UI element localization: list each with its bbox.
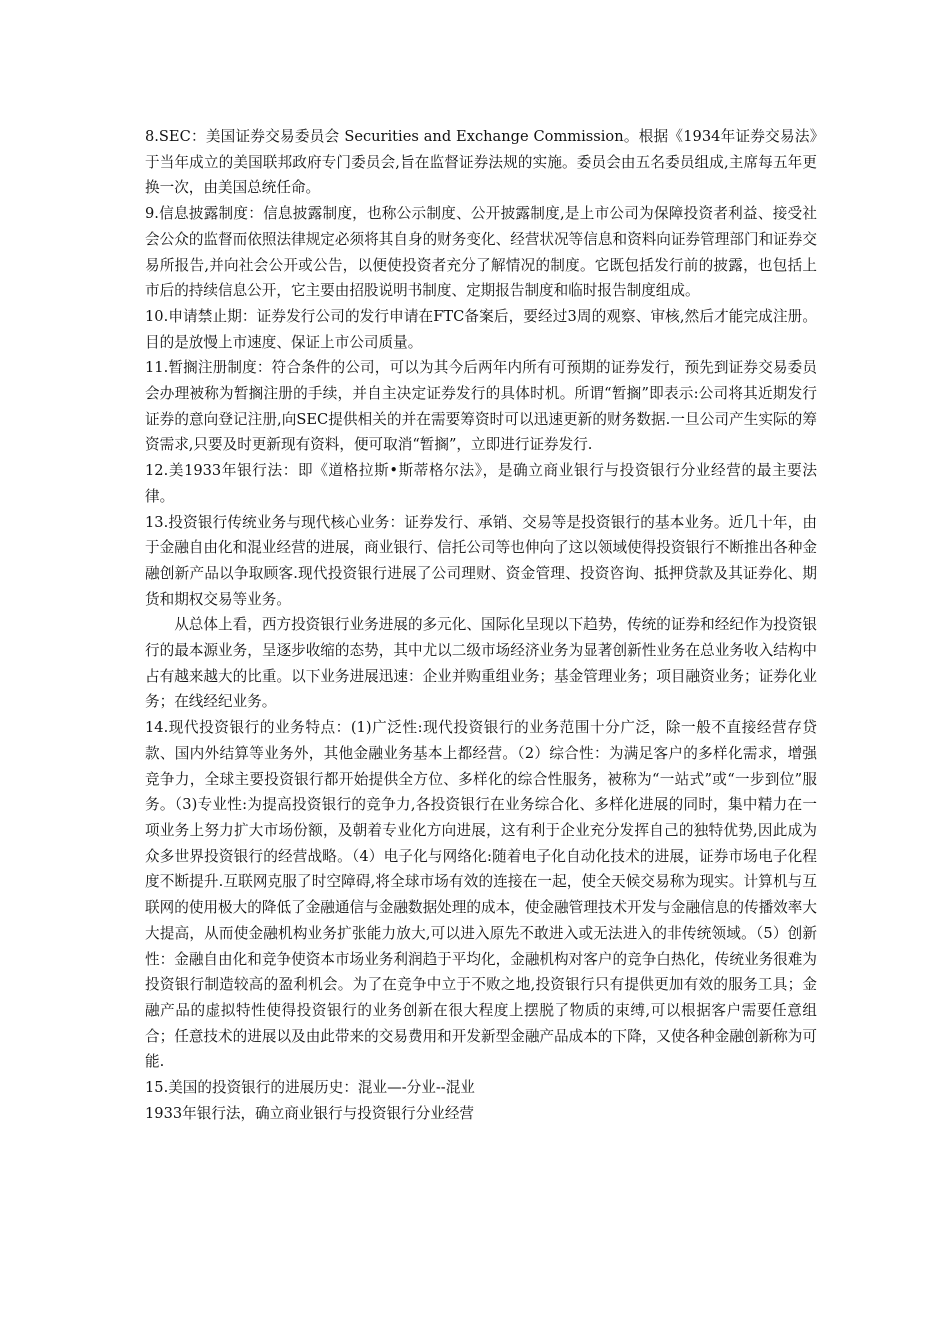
paragraph-history: 15.美国的投资银行的进展历史：混业—-分业--混业 [145,1079,475,1097]
paragraph-shelf-registration: 11.暂搁注册制度：符合条件的公司，可以为其今后两年内所有可预期的证券发行，预先到证券交易委员会办理被称为暂搁注册的手续，并自主决定证券发行的具体时机。所谓“暂搁”即表示:公司将其近期发行证券的意向登记注册,向SEC提供相关的并在需要筹资时可以迅速更新的财务数据.一旦公司产生实际的筹资需求,只要及时更新现有资料，便可取消“暂搁”，立即进行证券发行. [145,359,817,454]
paragraph-features: 14.现代投资银行的业务特点：(1)广泛性:现代投资银行的业务范围十分广泛，除一般不直接经营存贷款、国内外结算等业务外，其他金融业务基本上都经营。（2）综合性：为满足客户的多样化需求，增强竞争力，全球主要投资银行都开始提供全方位、多样化的综合性服务，被称为“一站式”或“一步到位”服务。（3)专业性:为提高投资银行的竞争力,各投资银行在业务综合化、多样化进展的同时，集中精力在一项业务上努力扩大市场份额，及朝着专业化方向进展，这有利于企业充分发挥自己的独特优势,因此成为众多世界投资银行的经营战略。（4）电子化与网络化:随着电子化自动化技术的进展，证券市场电子化程度不断提升.互联网克服了时空障碍,将全球市场有效的连接在一起，使全天候交易称为现实。计算机与互联网的使用极大的降低了金融通信与金融数据处理的成本，使金融管理技术开发与金融信息的传播效率大大提高，从而使金融机构业务扩张能力放大,可以进入原先不敢进入或无法进入的非传统领域。（5）创新性：金融自由化和竞争使资本市场业务利润趋于平均化，金融机构对客户的竞争白热化，传统业务很难为投资银行制造较高的盈利机会。为了在竞争中立于不败之地,投资银行只有提供更加有效的服务工具；金融产品的虚拟特性使得投资银行的业务创新在很大程度上摆脱了物质的束缚,可以根据客户需要任意组合；任意技术的进展以及由此带来的交易费用和开发新型金融产品成本的下降，又使各种金融创新称为可能. [145,719,817,1071]
paragraph-trends: 从总体上看，西方投资银行业务进展的多元化、国际化呈现以下趋势，传统的证券和经纪作为投资银行的最本源业务，呈逐步收缩的态势，其中尤以二级市场经济业务为显著创新性业务在总业务收入结构中占有越来越大的比重。以下业务进展迅速：企业并购重组业务；基金管理业务；项目融资业务；证券化业务；在线经纪业务。 [145,616,817,711]
paragraph-banking-act: 12.美1933年银行法：即《道格拉斯•斯蒂格尔法》，是确立商业银行与投资银行分业经营的最主要法律。 [145,462,817,505]
paragraph-core-business: 13.投资银行传统业务与现代核心业务：证券发行、承销、交易等是投资银行的基本业务。近几十年，由于金融自由化和混业经营的进展，商业银行、信托公司等也伸向了这以领域使得投资银行不断推出各种金融创新产品以争取顾客.现代投资银行进展了公司理财、资金管理、投资咨询、抵押贷款及其证券化、期货和期权交易等业务。 [145,513,817,608]
paragraph-waiting-period: 10.申请禁止期：证券发行公司的发行申请在FTC备案后，要经过3周的观察、审核,然后才能完成注册。目的是放慢上市速度、保证上市公司质量。 [145,307,817,351]
paragraph-1933-act: 1933年银行法，确立商业银行与投资银行分业经营 [145,1104,475,1122]
document-body [145,124,817,1126]
paragraph-disclosure: 9.信息披露制度：信息披露制度，也称公示制度、公开披露制度,是上市公司为保障投资者利益、接受社会公众的监督而依照法律规定必须将其自身的财务变化、经营状况等信息和资料向证券管理部门和证券交易所报告,并向社会公开或公告，以便使投资者充分了解情况的制度。它既包括发行前的披露，也包括上市后的持续信息公开，它主要由招股说明书制度、定期报告制度和临时报告制度组成。 [145,205,817,300]
paragraph-sec: 8.SEC：美国证券交易委员会 Securities and Exchange Commission。根据《1934年证券交易法》于当年成立的美国联邦政府专门委员会,旨在监督证券法规的实施。委员会由五名委员组成,主席每五年更换一次，由美国总统任命。 [145,128,817,197]
